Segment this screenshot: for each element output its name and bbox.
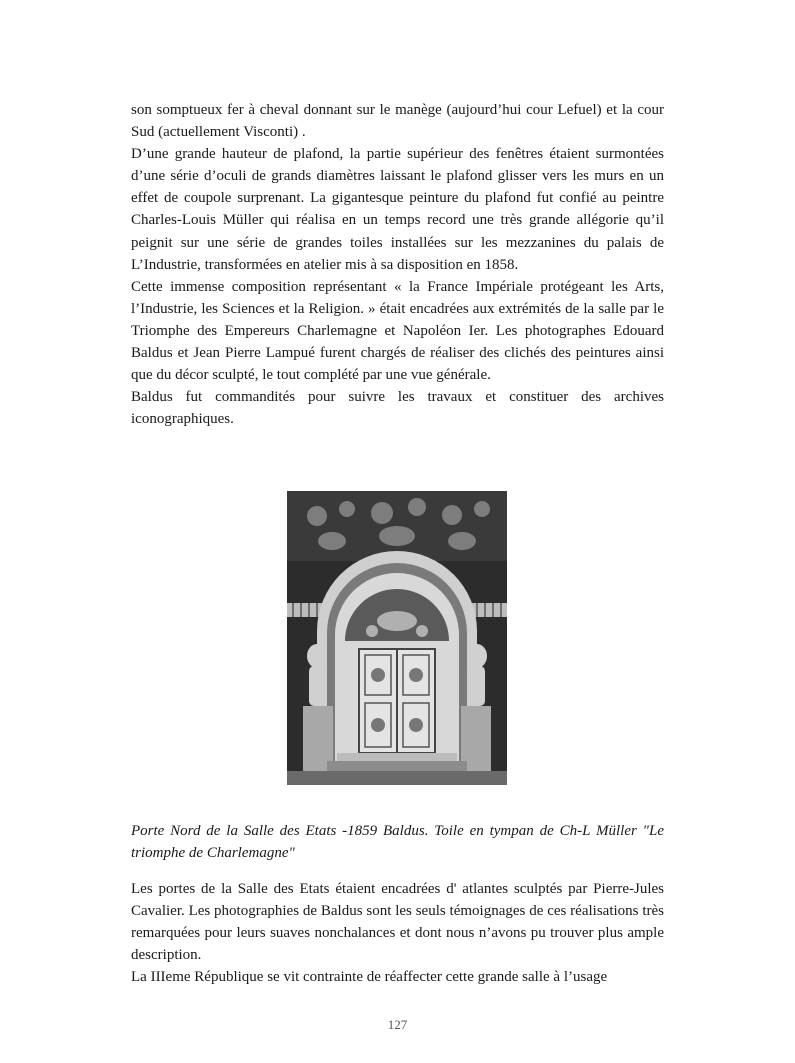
paragraph: Cette immense composition représentant « la France Impériale protégeant les Arts, l’Industrie, les Sciences et la Religion. » était encadrées aux extrémités de la salle par le Triomphe des Empereurs Charlemagne et Napoléon Ier. Les photographes Edouard Baldus et Jean Pierre Lampué furent chargés de réaliser des clichés des peintures ainsi que du décor sculpté, le tout complété par une vue générale.	[131, 278, 664, 384]
paragraph: son somptueux fer à cheval donnant sur le manège (aujourd’hui cour Lefuel) et la cour Sud (actuellement Visconti) .	[131, 102, 664, 141]
figure-caption: Porte Nord de la Salle des Etats -1859 Baldus. Toile en tympan de Ch-L Müller "Le triomphe de Charlemagne"	[131, 823, 664, 862]
paragraph: La IIIeme République se vit contrainte de réaffecter cette grande salle à l’usage	[131, 969, 608, 986]
door-photograph	[287, 491, 507, 785]
page-number: 127	[387, 1017, 408, 1032]
paragraph: D’une grande hauteur de plafond, la partie supérieur des fenêtres étaient surmontées d’une série d’oculi de grands diamètres laissant le plafond glisser vers les murs en un effet de coupole surprenant. La gigantesque peinture du plafond fut confié au peintre Charles-Louis Müller qui réalisa en un temps record une très grande allégorie qu’il peignit sur une série de grandes toiles installées sur les mezzanines du palais de L’Industrie, transformées en atelier mis à sa disposition en 1858.	[131, 146, 664, 273]
paragraph: Les portes de la Salle des Etats étaient encadrées d' atlantes sculptés par Pierre-Jules Cavalier. Les photographies de Baldus sont les seuls témoignages de ces réalisations très remarquées pour leurs suaves nonchalances et dont nous n’avons pu trouver plus ample description.	[131, 881, 664, 964]
paragraph: Baldus fut commandités pour suivre les travaux et constituer des archives iconographiques.	[131, 389, 664, 428]
body-text-top	[131, 99, 664, 430]
body-text-bottom	[131, 878, 664, 988]
